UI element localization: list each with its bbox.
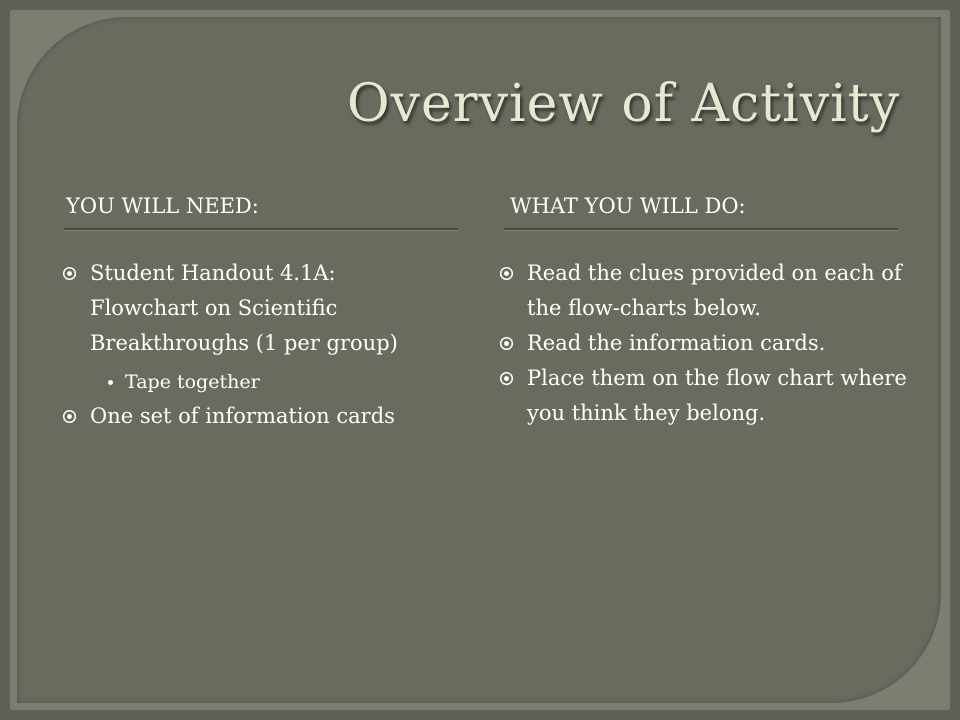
list-item-text: Place them on the flow chart where you think they belong.	[527, 366, 907, 425]
list-item-text: Read the clues provided on each of the flow-charts below.	[527, 261, 902, 320]
list-item-text: Read the information cards.	[527, 331, 826, 355]
sub-list-item	[60, 367, 430, 397]
left-column-divider	[64, 228, 458, 231]
list-item	[497, 361, 907, 431]
right-bullet-list	[497, 256, 907, 431]
target-bullet-icon	[62, 266, 77, 281]
dot-bullet-icon	[108, 380, 113, 385]
target-bullet-icon	[62, 409, 77, 424]
target-bullet-icon	[499, 336, 514, 351]
sub-list-item-text: Tape together	[125, 371, 260, 393]
left-column-header: YOU WILL NEED:	[66, 194, 259, 218]
slide-title: Overview of Activity	[346, 74, 900, 134]
right-column-divider	[504, 228, 898, 231]
right-column-header: WHAT YOU WILL DO:	[510, 194, 746, 218]
target-bullet-icon	[499, 371, 514, 386]
list-item	[60, 399, 430, 434]
list-item	[60, 256, 430, 361]
left-bullet-list	[60, 256, 430, 434]
target-bullet-icon	[499, 266, 514, 281]
list-item-text: Student Handout 4.1A: Flowchart on Scientific Breakthroughs (1 per group)	[90, 261, 398, 355]
list-item-text: One set of information cards	[90, 404, 395, 428]
list-item	[497, 256, 907, 326]
list-item	[497, 326, 907, 361]
